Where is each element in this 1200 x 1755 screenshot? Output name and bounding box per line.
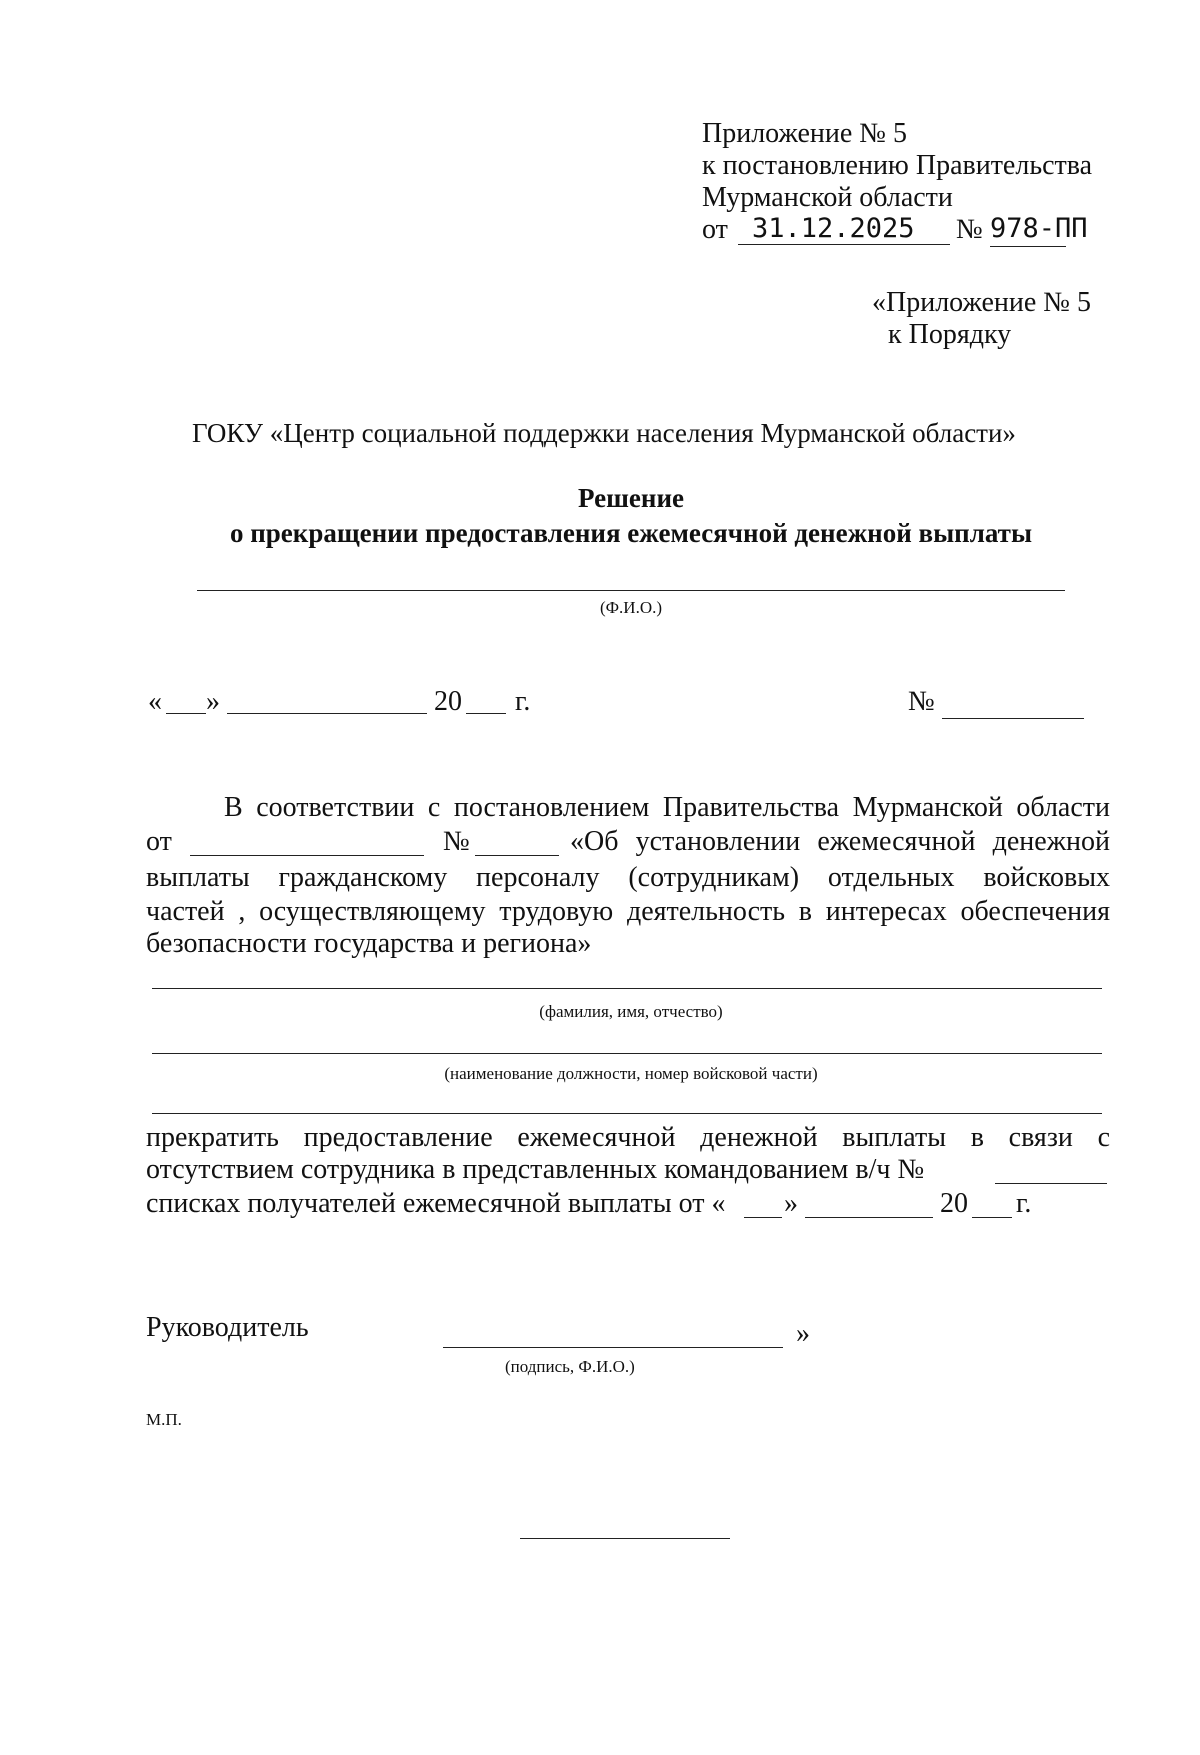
date-year-prefix: 20 [434, 686, 462, 717]
body-line-3: выплаты гражданскому персоналу (сотрудникам) отдельных войсковых [146, 862, 1110, 893]
date-open-quote: « [148, 686, 162, 717]
body2-line-1: прекратить предоставление ежемесячной денежной выплаты в связи с [146, 1122, 1110, 1153]
body-line-2-number: № [443, 826, 470, 857]
name-caption: (фамилия, имя, отчество) [539, 1002, 723, 1021]
body2-line-3-text: списках получателей ежемесячной выплаты от « [146, 1188, 726, 1219]
date-close-quote: » [206, 686, 220, 717]
signature-label: Руководитель [146, 1312, 309, 1343]
body-line-2-title: «Об установлении ежемесячной денежной [570, 826, 1110, 857]
date-year-suffix: г. [515, 686, 531, 717]
appendix-date: 31.12.2025 [752, 213, 915, 244]
body-line-5: безопасности государства и региона» [146, 928, 592, 959]
closing-line [520, 1538, 730, 1539]
sub-appendix-title: «Приложение № 5 [872, 287, 1091, 318]
appendix-number: 978-ПП [990, 213, 1088, 244]
decision-number-label: № [908, 686, 935, 717]
stamp-place: М.П. [146, 1410, 182, 1429]
organization-name: ГОКУ «Центр социальной поддержки населения Мурманской области» [192, 418, 1016, 448]
body2-line-3-close-quote: » [784, 1188, 798, 1219]
body2-line-3-year-suffix: г. [1016, 1188, 1032, 1219]
body-line-4: частей , осуществляющему трудовую деятельность в интересах обеспечения [146, 896, 1110, 927]
sub-appendix-order: к Порядку [888, 319, 1012, 350]
decision-title: Решение [578, 483, 684, 513]
body-line-1: В соответствии с постановлением Правительства Мурманской области [224, 792, 1110, 823]
body2-line-2: отсутствием сотрудника в представленных командованием в/ч № [146, 1154, 925, 1185]
position-caption: (наименование должности, номер войсковой части) [444, 1064, 818, 1083]
decision-subtitle: о прекращении предоставления ежемесячной денежной выплаты [229, 518, 1033, 548]
body-line-2-from: от [146, 826, 172, 857]
signature-caption: (подпись, Ф.И.О.) [505, 1357, 635, 1376]
appendix-number-prefix: № [956, 214, 983, 245]
appendix-date-prefix: от [702, 214, 728, 245]
appendix-region: Мурманской области [702, 182, 953, 213]
appendix-title: Приложение № 5 [702, 118, 907, 149]
body2-line-3-year-prefix: 20 [940, 1188, 968, 1219]
appendix-resolution: к постановлению Правительства [702, 150, 1093, 181]
fio-caption: (Ф.И.О.) [599, 598, 663, 617]
signature-close-quote: » [796, 1318, 810, 1349]
